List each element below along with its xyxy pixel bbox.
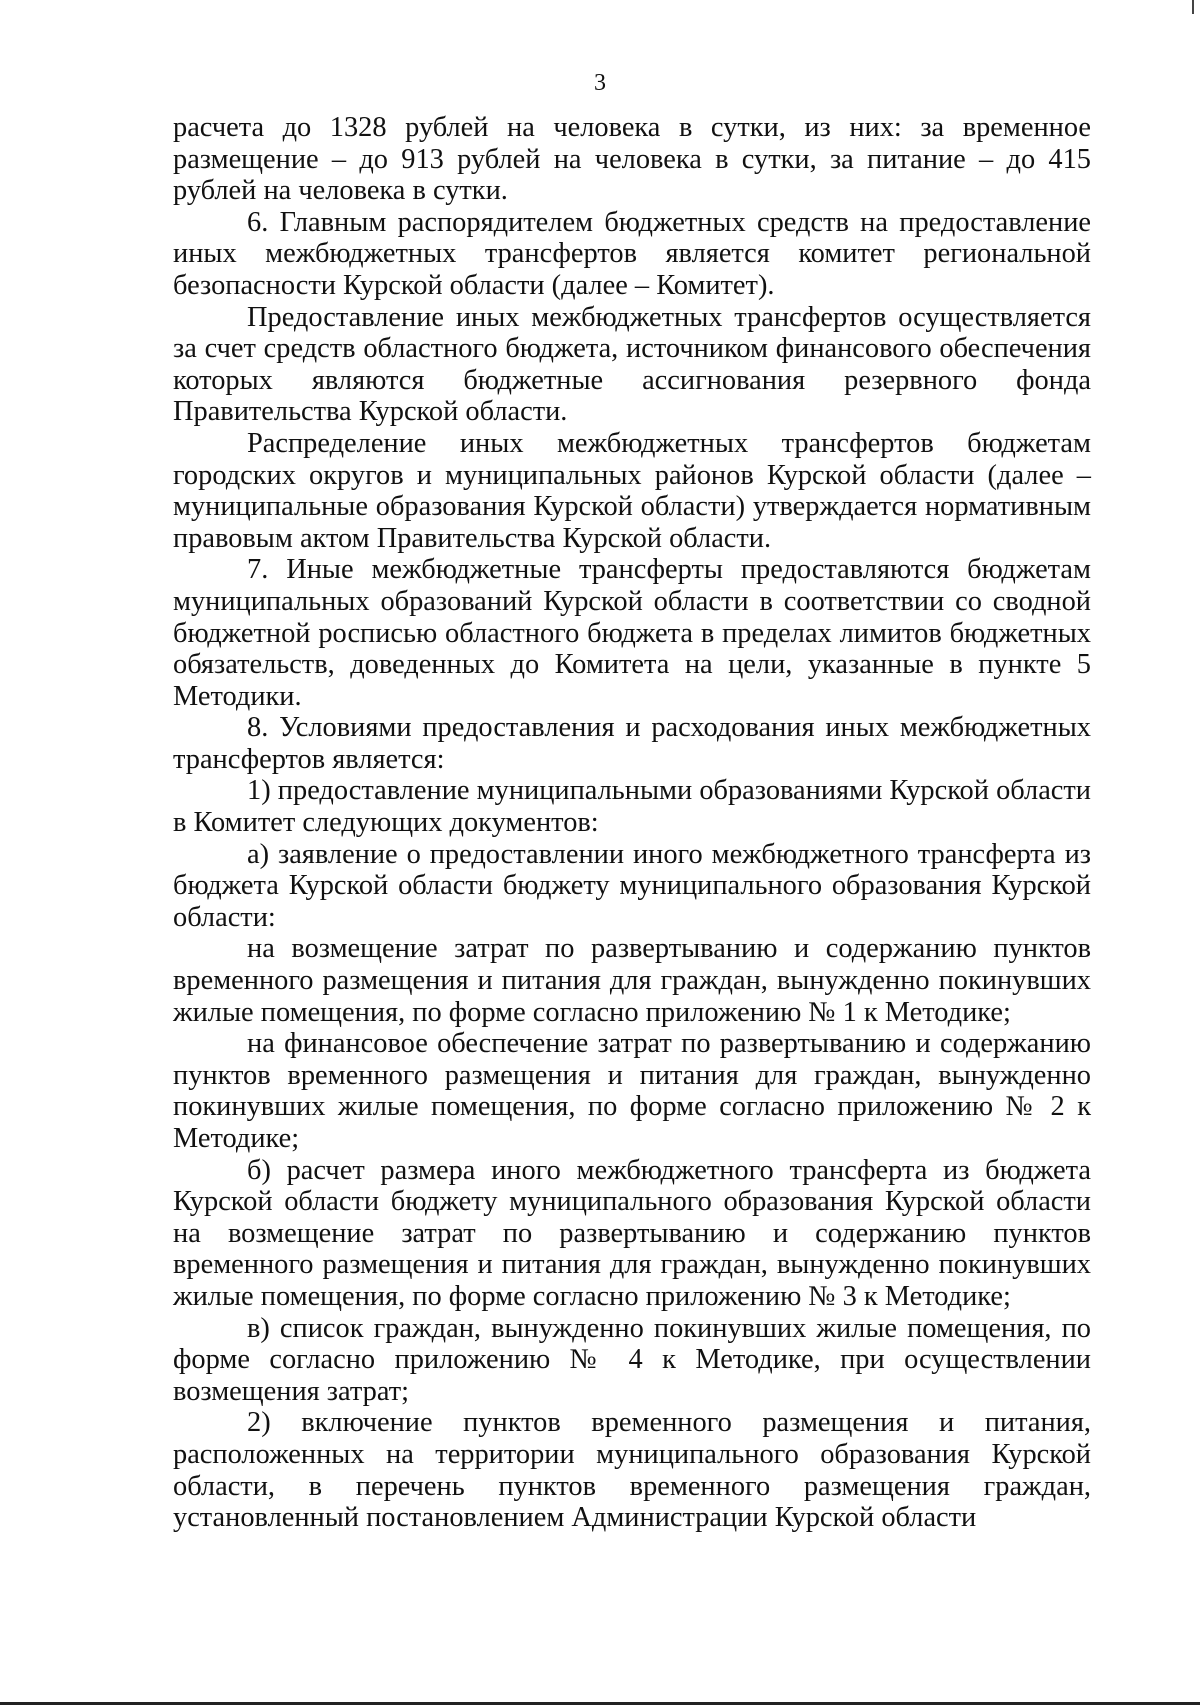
paragraph-financing: на финансовое обеспечение затрат по развертыванию и содержанию пунктов временного размещения и питания для граждан, вынужденно покинувших жилые помещения, по форме согласно приложению № 2 к Методике; bbox=[173, 1028, 1091, 1154]
paragraph-subitem-2: 2) включение пунктов временного размещения и питания, расположенных на территории муниципального образования Курской области, в перечень пунктов временного размещения граждан, установленный постановлением Администрации Курской области bbox=[173, 1407, 1091, 1534]
paragraph-item-8: 8. Условиями предоставления и расходования иных межбюджетных трансфертов является: bbox=[173, 712, 1091, 775]
paragraph-funding-source: Предоставление иных межбюджетных трансфертов осуществляется за счет средств областного бюджета, источником финансового обеспечения которых являются бюджетные ассигнования резервного фонда Правительства Курской области. bbox=[173, 301, 1091, 428]
paragraph-continuation: расчета до 1328 рублей на человека в сутки, из них: за временное размещение – до 913 рублей на человека в сутки, за питание – до 415 рублей на человека в сутки. bbox=[173, 112, 1091, 207]
paragraph-distribution: Распределение иных межбюджетных трансфертов бюджетам городских округов и муниципальных районов Курской области (далее – муниципальные образования Курской области) утверждается нормативным правовым актом Правительства Курской области. bbox=[173, 427, 1091, 554]
paragraph-item-6: 6. Главным распорядителем бюджетных средств на предоставление иных межбюджетных трансфертов является комитет региональной безопасности Курской области (далее – Комитет). bbox=[173, 206, 1091, 301]
paragraph-reimbursement: на возмещение затрат по развертыванию и содержанию пунктов временного размещения и питания для граждан, вынужденно покинувших жилые помещения, по форме согласно приложению № 1 к Методике; bbox=[173, 933, 1091, 1028]
paragraph-subitem-1: 1) предоставление муниципальными образованиями Курской области в Комитет следующих документов: bbox=[173, 775, 1091, 839]
paragraph-subitem-b: б) расчет размера иного межбюджетного трансферта из бюджета Курской области бюджету муниципального образования Курской области на возмещение затрат по развертыванию и содержанию пунктов временного размещения и питания для граждан, вынужденно покинувших жилые помещения, по форме согласно приложению № 3 к Методике; bbox=[173, 1154, 1091, 1312]
page-number: 3 bbox=[594, 70, 606, 96]
paragraph-subitem-v: в) список граждан, вынужденно покинувших жилые помещения, по форме согласно приложению № 4 к Методике, при осуществлении возмещения затрат; bbox=[173, 1312, 1091, 1407]
paragraph-item-7: 7. Иные межбюджетные трансферты предоставляются бюджетам муниципальных образований Курской области в соответствии со сводной бюджетной росписью областного бюджета в пределах лимитов бюджетных обязательств, доведенных до Комитета на цели, указанные в пункте 5 Методики. bbox=[173, 554, 1091, 712]
document-body bbox=[173, 112, 1091, 1534]
scan-corner-mark bbox=[1192, 0, 1194, 14]
paragraph-subitem-a: а) заявление о предоставлении иного межбюджетного трансферта из бюджета Курской области бюджету муниципального образования Курской области: bbox=[173, 838, 1091, 933]
